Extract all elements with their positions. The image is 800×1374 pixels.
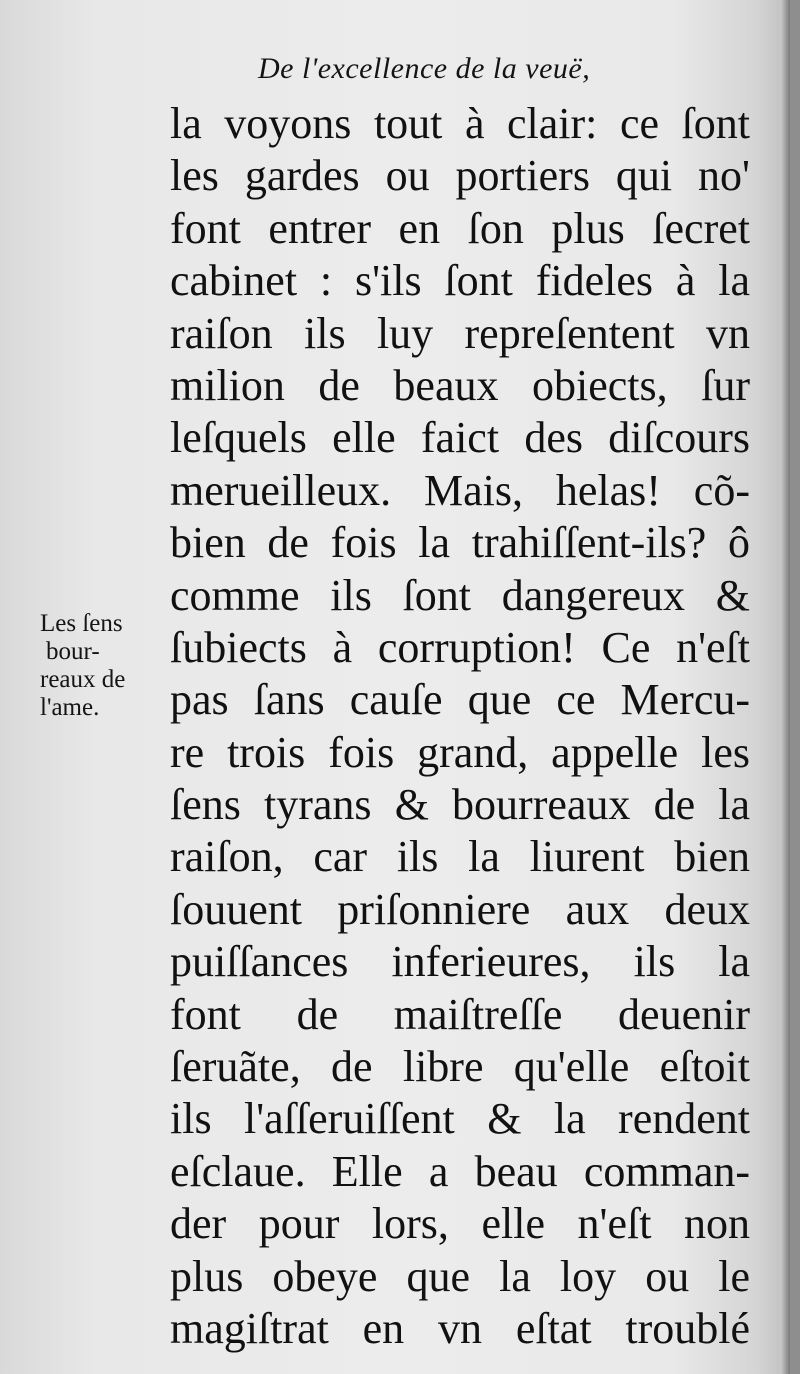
margin-note-line: reaux de [40,666,126,693]
margin-note [40,610,170,722]
text-line: eſclaue. Elle a beau comman- [170,1146,750,1196]
text-line: ſens tyrans & bourreaux de la [170,780,750,830]
text-line: les gardes ou portiers qui no' [170,151,750,201]
text-line: pas ſans cauſe que ce Mercu- [170,675,750,725]
text-line: bien de fois la trahiſſent-ils? ô [170,518,750,568]
text-line: ſubiects à corruption! Ce n'eſt [170,622,750,672]
running-head: De l'excellence de la veuë, [258,52,591,85]
text-line: re trois fois grand, appelle les [170,727,750,777]
text-line: magiſtrat en vn eſtat troublé [170,1303,750,1353]
margin-note-line: Les ſens [40,610,123,637]
text-line: font de maiſtreſſe deuenir [170,989,750,1039]
text-line: ils l'aſſeruiſſent & la rendent [170,1094,750,1144]
margin-note-line: l'ame. [40,694,100,721]
text-line: cabinet : s'ils ſont fideles à la [170,256,750,306]
text-line: milion de beaux obiects, ſur [170,360,750,410]
text-line: plus obeye que la loy ou le [170,1251,750,1301]
body-text [170,98,750,1355]
text-line: ſeruãte, de libre qu'elle eſtoit [170,1042,750,1092]
text-line: raiſon ils luy repreſentent vn [170,308,750,358]
text-line: font entrer en ſon plus ſecret [170,203,750,253]
text-line: puiſſances inferieures, ils la [170,937,750,987]
text-line: merueilleux. Mais, helas! cõ- [170,465,750,515]
text-line: comme ils ſont dangereux & [170,570,750,620]
text-line: ſouuent priſonniere aux deux [170,884,750,934]
text-line: la voyons tout à clair: ce ſont [170,99,750,148]
text-line: raiſon, car ils la liurent bien [170,832,750,882]
text-line: der pour lors, elle n'eſt non [170,1199,750,1249]
page-edge-shadow [780,0,790,1374]
text-line: leſquels elle faict des diſcours [170,413,750,463]
margin-note-line: bour- [46,638,100,665]
